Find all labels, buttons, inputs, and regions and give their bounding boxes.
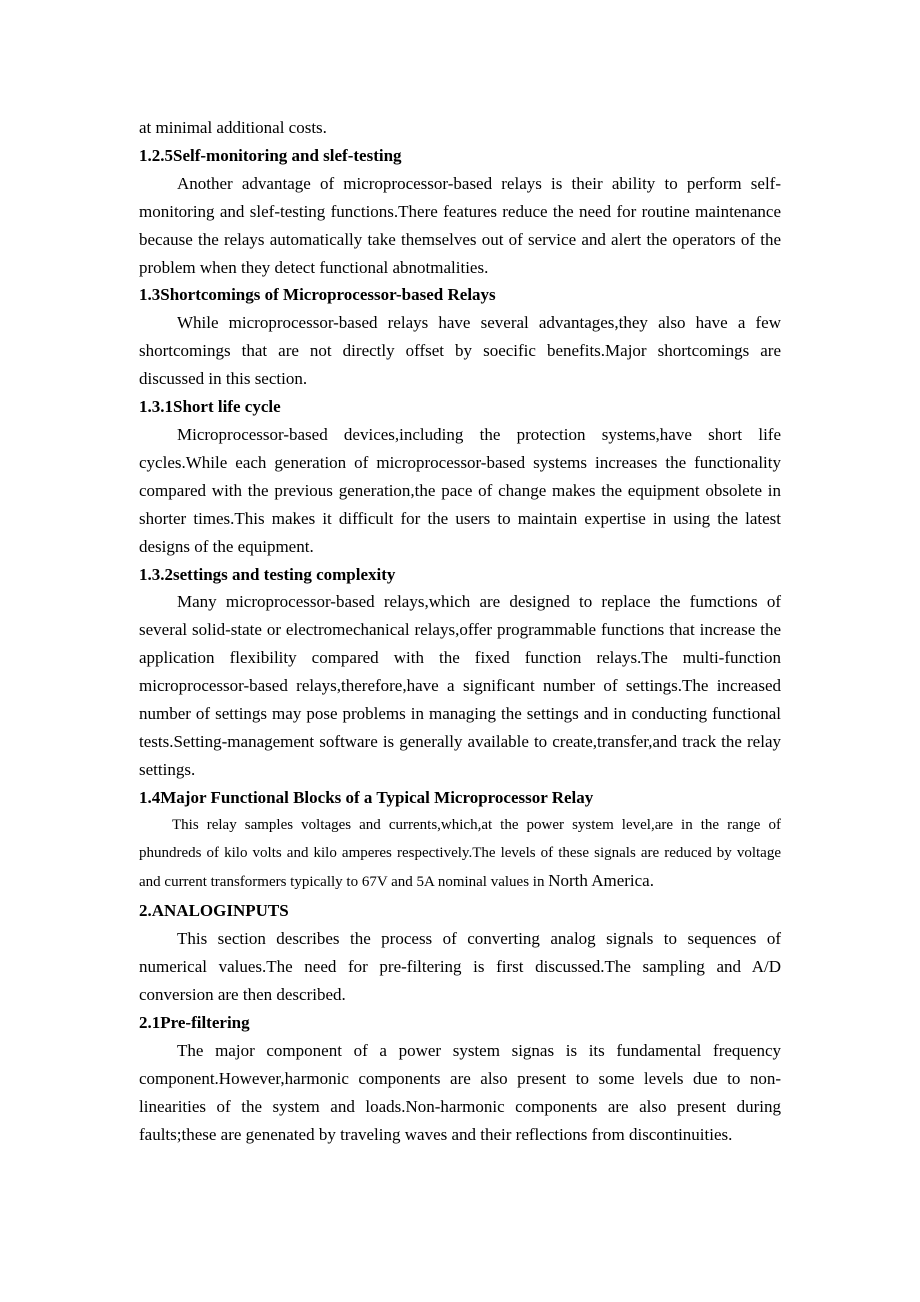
section-1-3-2-paragraph: Many microprocessor-based relays,which are designed to replace the fumctions of several solid-state or electromechanical relays,offer programmable functions that increase the application flexibility compared with the fixed function relays.The multi-function microprocessor-based relays,therefore,have a significant number of settings.The increased number of settings may pose problems in managing the settings and in conducting functional tests.Setting-management software is generally available to create,transfer,and track the relay settings. [139, 592, 781, 779]
section-1-3-1-paragraph: Microprocessor-based devices,including the protection systems,have short life cycles.While each generation of microprocessor-based systems increases the functionality compared with the previous generation,the pace of change makes the equipment obsolete in shorter times.This makes it difficult for the users to maintain expertise in using the latest designs of the equipment. [139, 424, 781, 556]
section-2-1-paragraph: The major component of a power system signas is its fundamental frequency component.However,harmonic components are also present to some levels due to non-linearities of the system and loads.Non-harmonic components are also present during faults;these are genenated by traveling waves and their reflections from discontinuities. [139, 1040, 781, 1144]
section-1-4-heading: 1.4Major Functional Blocks of a Typical Microprocessor Relay [139, 787, 594, 807]
section-1-3-2-heading: 1.3.2settings and testing complexity [139, 564, 396, 584]
section-1-2-5-paragraph: Another advantage of microprocessor-based relays is their ability to perform self-monitoring and slef-testing functions.There features reduce the need for routine maintenance because the relays automatically take themselves out of service and alert the operators of the problem when they detect functional abnotmalities. [139, 173, 781, 277]
section-1-2-5-heading: 1.2.5Self-monitoring and slef-testing [139, 145, 402, 165]
document-body [139, 114, 781, 1149]
section-1-4-paragraph [139, 812, 781, 898]
section-1-4-text-end: North America. [548, 871, 654, 891]
intro-tail-paragraph: at minimal additional costs. [139, 118, 327, 137]
section-2-paragraph: This section describes the process of converting analog signals to sequences of numerical values.The need for pre-filtering is first discussed.The sampling and A/D conversion are then described. [139, 929, 781, 1005]
section-1-4-text: This relay samples voltages and currents,which,at the power system level,are in the range of phundreds of kilo volts and kilo amperes respectively.The levels of these signals are reduced by voltage and current transformers typically to 67V and 5A nominal values in [139, 816, 781, 891]
section-1-3-heading: 1.3Shortcomings of Microprocessor-based Relays [139, 285, 496, 305]
section-1-3-paragraph: While microprocessor-based relays have several advantages,they also have a few shortcomings that are not directly offset by soecific benefits.Major shortcomings are discussed in this section. [139, 313, 781, 389]
section-2-1-heading: 2.1Pre-filtering [139, 1013, 250, 1032]
section-2-heading: 2.ANALOGINPUTS [139, 901, 289, 921]
section-1-3-1-heading: 1.3.1Short life cycle [139, 397, 281, 417]
